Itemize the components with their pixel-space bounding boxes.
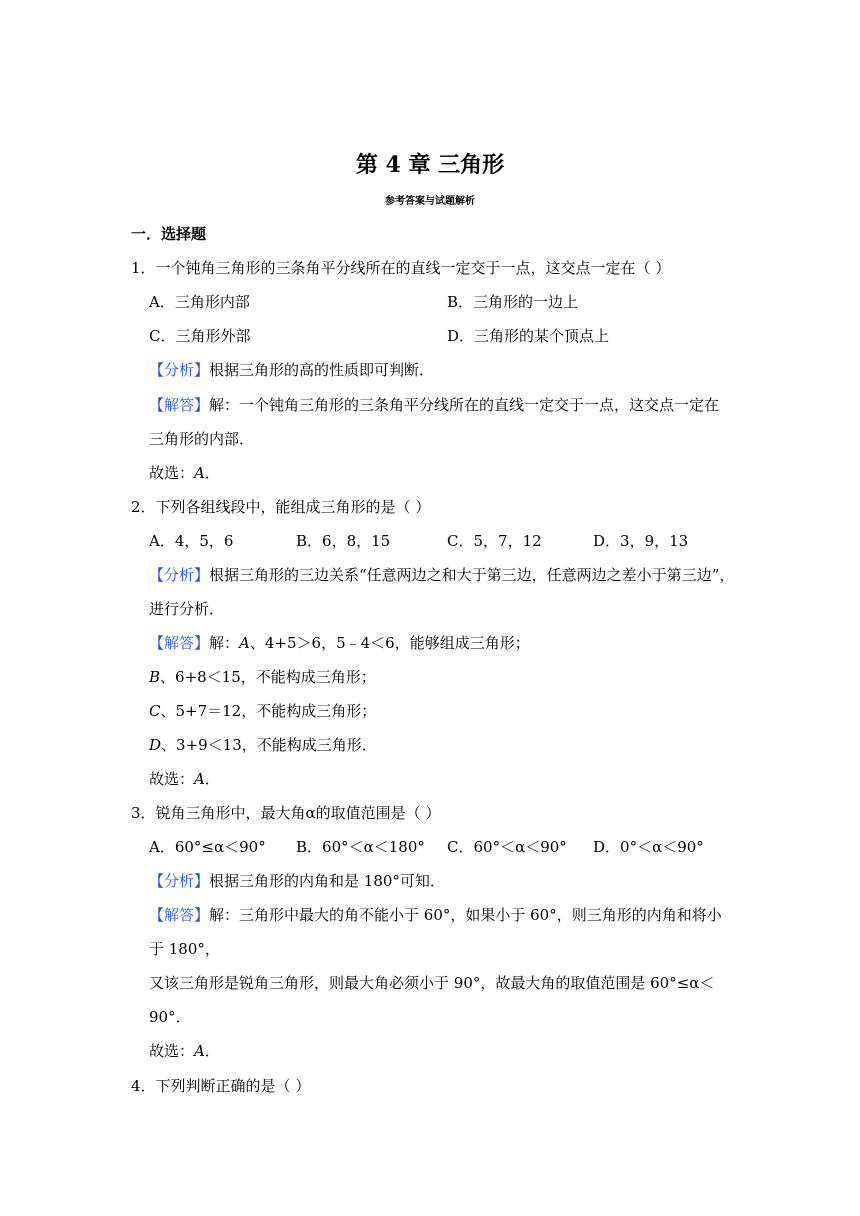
- question-2-option-a: A．4，5，6: [149, 532, 234, 550]
- analysis-text: 根据三角形的三边关系“任意两边之和大于第三边，任意两边之差小于第三边”，: [209, 566, 735, 584]
- question-2-answer: [149, 633, 530, 653]
- question-1-stem: 1．一个钝角三角形的三条角平分线所在的直线一定交于一点，这交点一定在（ ）: [131, 259, 671, 277]
- question-2-option-c: C．5，7，12: [447, 532, 542, 550]
- choice-suffix: ．: [204, 770, 220, 788]
- choice-letter: A: [194, 1042, 205, 1060]
- question-1-option-c: C．三角形外部: [149, 327, 251, 345]
- choice-letter: A: [194, 770, 205, 788]
- choice-prefix: 故选：: [149, 770, 195, 788]
- question-4-stem: 4．下列判断正确的是（ ）: [131, 1077, 311, 1095]
- question-1-option-d: D．三角形的某个顶点上: [447, 327, 610, 345]
- page-subtitle: 参考答案与试题解析: [385, 196, 475, 207]
- analysis-tag: 【分析】: [149, 872, 210, 890]
- question-2-line-c: [149, 701, 376, 721]
- answer-text: 、5+7＝12，不能构成三角形；: [160, 702, 377, 720]
- answer-letter: D: [149, 736, 162, 754]
- question-3-answer-line4: 90°．: [149, 1008, 191, 1026]
- question-2-analysis-cont: 进行分析．: [149, 600, 225, 618]
- question-3-stem: 3．锐角三角形中，最大角α的取值范围是（ ）: [131, 804, 441, 822]
- analysis-text: 根据三角形的内角和是 180°可知．: [209, 872, 445, 890]
- answer-text: 、6+8＜15，不能构成三角形；: [160, 668, 376, 686]
- question-2-option-d: D．3，9，13: [593, 532, 689, 550]
- answer-text: 解：三角形中最大的角不能小于 60°，如果小于 60°，则三角形的内角和将小: [209, 906, 722, 924]
- choice-prefix: 故选：: [149, 464, 195, 482]
- question-1-answer-cont: 三角形的内部．: [149, 430, 255, 448]
- question-2-choice: [149, 769, 220, 789]
- answer-text: 解：一个钝角三角形的三条角平分线所在的直线一定交于一点，这交点一定在: [209, 396, 720, 414]
- answer-tag: 【解答】: [149, 396, 210, 414]
- answer-tag: 【解答】: [149, 906, 210, 924]
- analysis-text: 根据三角形的高的性质即可判断．: [209, 361, 435, 379]
- choice-letter: A: [194, 464, 205, 482]
- choice-suffix: ．: [204, 464, 220, 482]
- answer-letter: B: [149, 668, 161, 686]
- question-3-option-a: A．60°≤α＜90°: [149, 838, 266, 856]
- page-title: 第 4 章 三角形: [355, 152, 505, 178]
- question-3-option-d: D．0°＜α＜90°: [593, 838, 704, 856]
- question-3-option-c: C．60°＜α＜90°: [447, 838, 567, 856]
- question-3-answer: [149, 905, 722, 925]
- answer-letter: C: [149, 702, 161, 720]
- question-2-line-d: [149, 735, 377, 755]
- question-1-choice: [149, 463, 220, 483]
- analysis-tag: 【分析】: [149, 566, 210, 584]
- question-1-answer: [149, 395, 719, 415]
- analysis-tag: 【分析】: [149, 361, 210, 379]
- question-3-answer-cont: 于 180°，: [149, 940, 220, 958]
- answer-prefix: 解：: [209, 634, 240, 652]
- question-2-option-b: B．6，8，15: [296, 532, 391, 550]
- section-heading: 一．选择题: [131, 225, 207, 243]
- question-1-option-a: A．三角形内部: [149, 293, 250, 311]
- question-3-answer-line3: 又该三角形是锐角三角形，则最大角必须小于 90°，故最大角的取值范围是 60°≤α＜: [149, 974, 715, 992]
- answer-letter: A: [239, 634, 250, 652]
- choice-suffix: ．: [204, 1042, 220, 1060]
- question-2-line-b: [149, 667, 376, 687]
- question-1-option-b: B．三角形的一边上: [447, 293, 579, 311]
- question-3-choice: [149, 1041, 220, 1061]
- answer-text: 、4+5＞6，5﹣4＜6，能够组成三角形；: [249, 634, 530, 652]
- question-3-option-b: B．60°＜α＜180°: [296, 838, 425, 856]
- choice-prefix: 故选：: [149, 1042, 195, 1060]
- question-2-stem: 2．下列各组线段中，能组成三角形的是（ ）: [131, 498, 431, 516]
- question-2-analysis: [149, 565, 734, 585]
- answer-text: 、3+9＜13，不能构成三角形．: [161, 736, 377, 754]
- question-1-analysis: [149, 360, 434, 380]
- answer-tag: 【解答】: [149, 634, 210, 652]
- question-3-analysis: [149, 871, 445, 891]
